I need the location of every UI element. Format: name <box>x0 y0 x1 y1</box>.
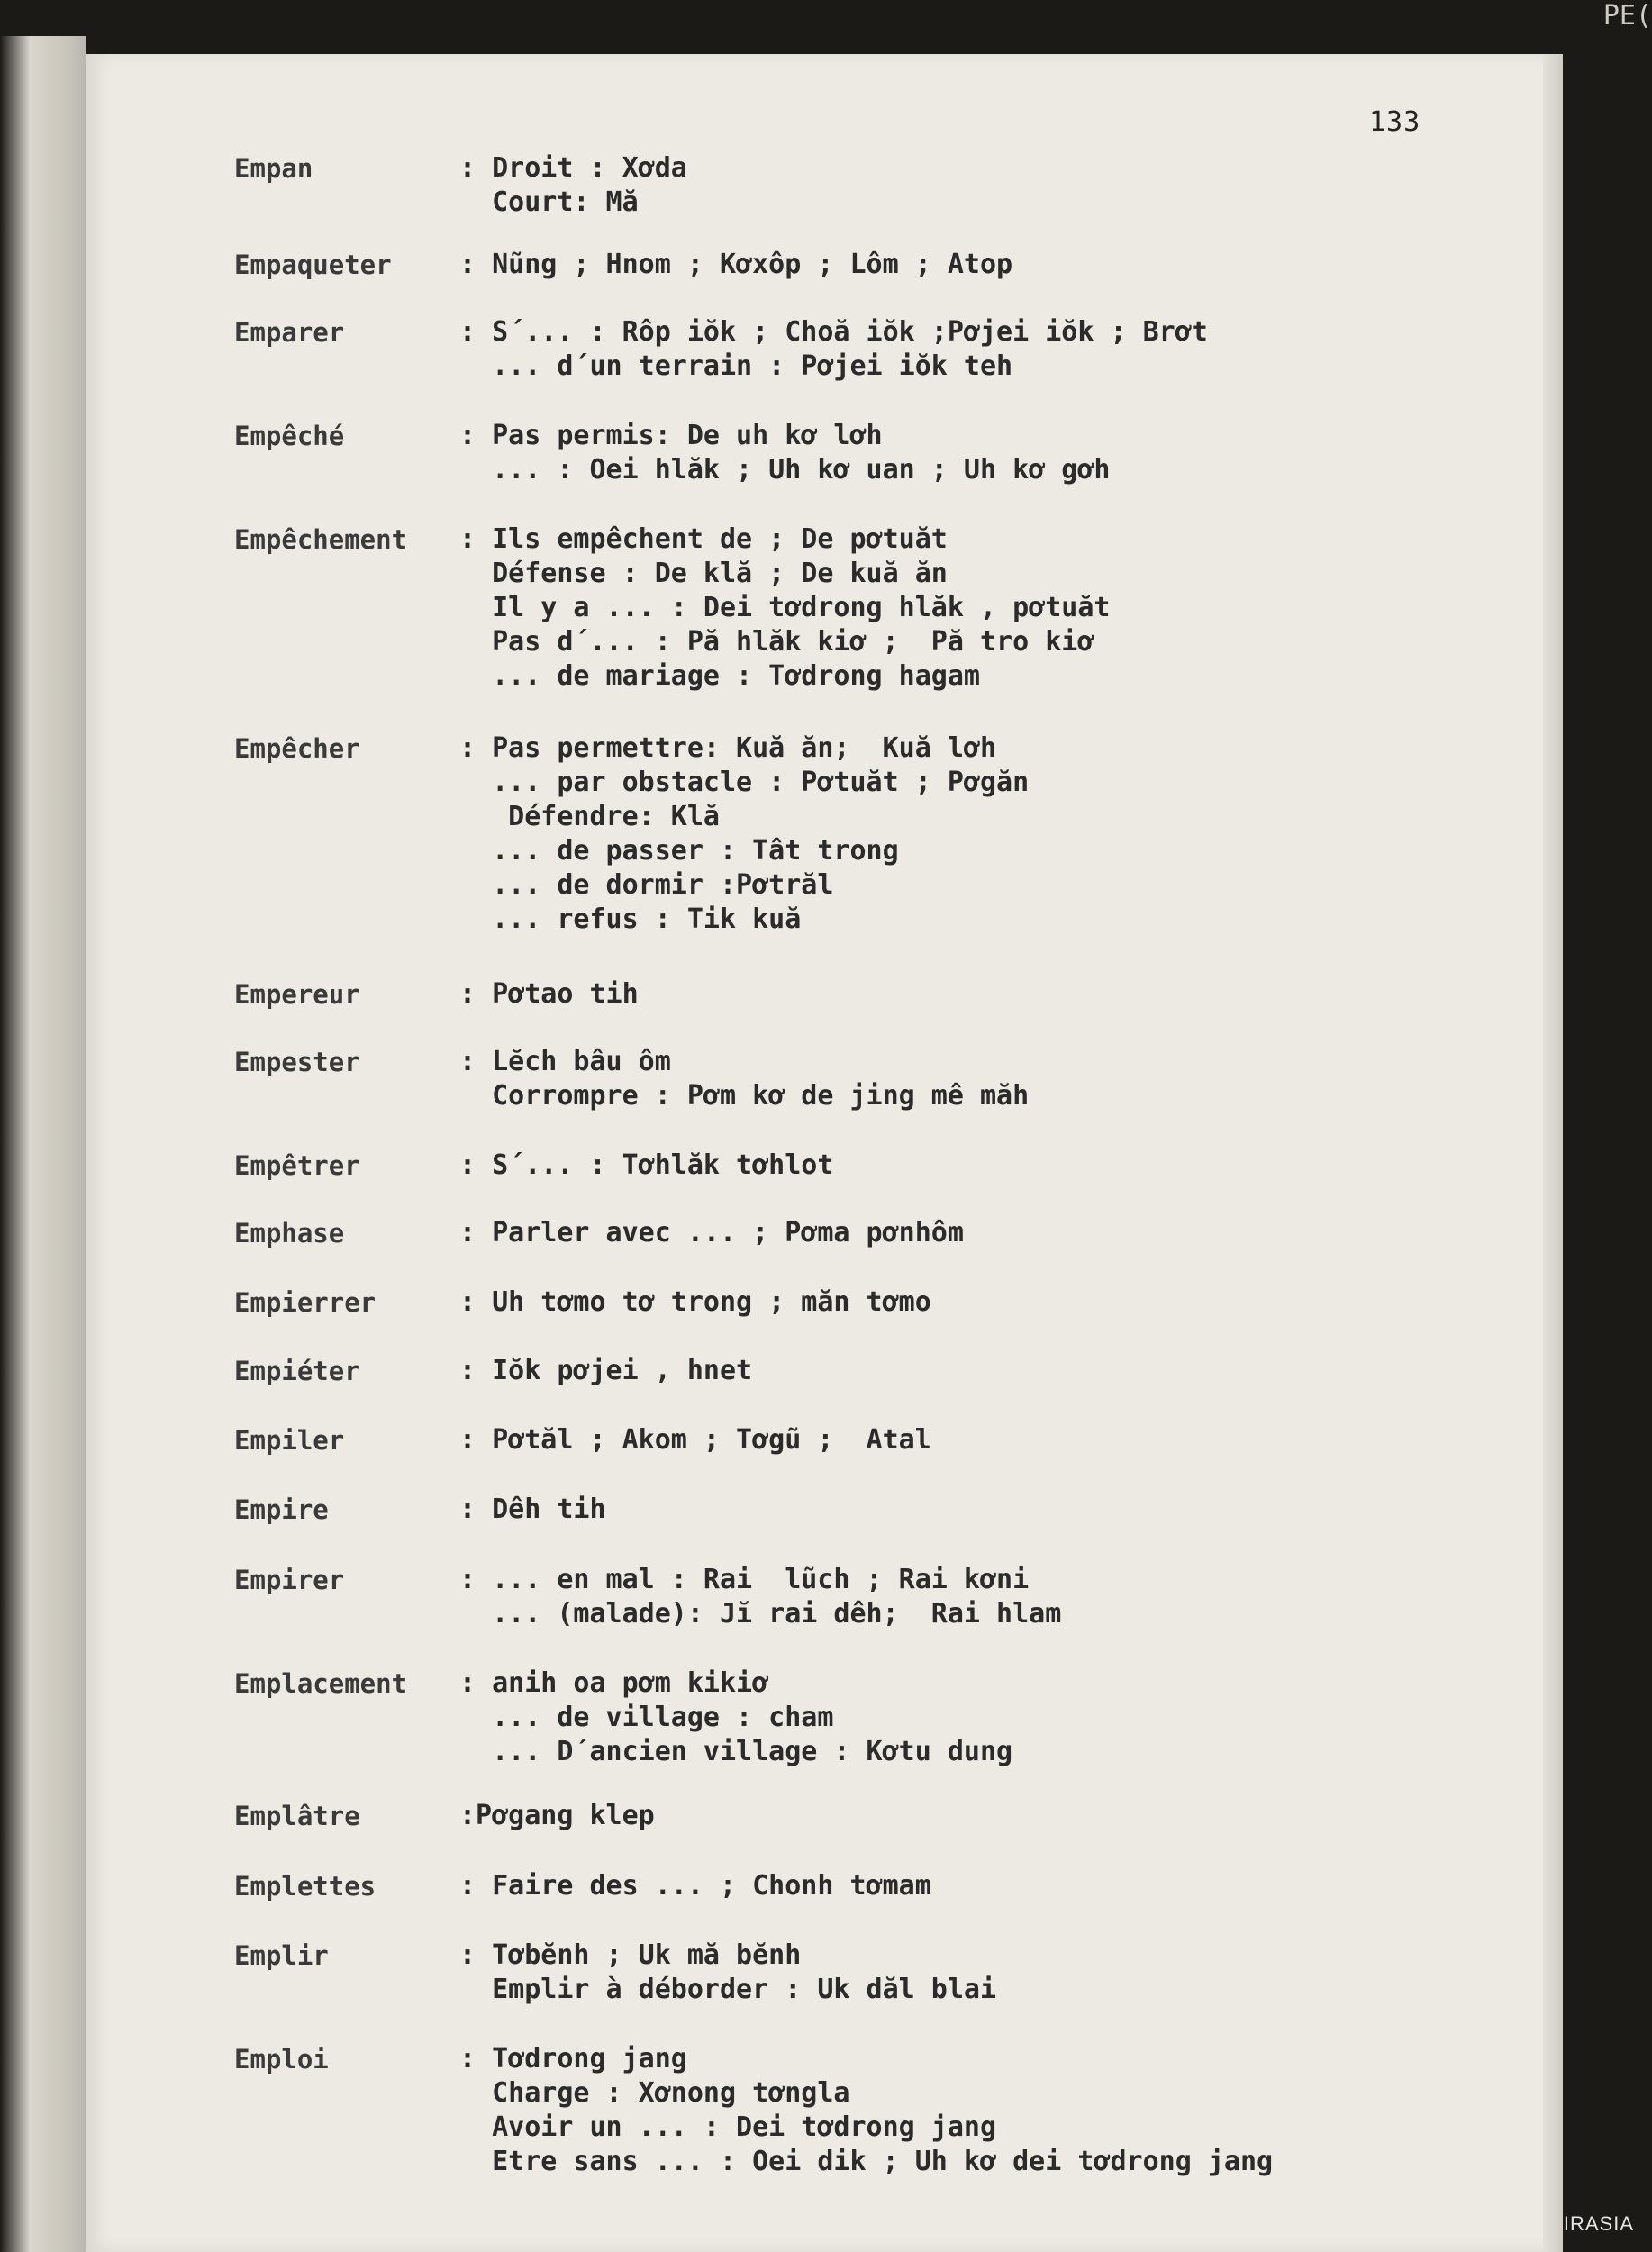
definition-line: Corrompre : Pơm kơ de jing mê măh <box>459 1080 1030 1112</box>
entry-definitions <box>459 1423 931 1457</box>
definition-line: : Pas permettre: Kuă ăn; Kuă lơh <box>459 732 997 764</box>
book-spine <box>0 36 86 2252</box>
definition-line: ... : Oei hlăk ; Uh kơ uan ; Uh kơ gơh <box>459 454 1111 486</box>
page-number: 133 <box>1369 106 1421 138</box>
entry-definitions <box>459 731 1029 937</box>
definition-line: : Pơtao tih <box>459 978 639 1010</box>
definition-line: ... de mariage : Tơdrong hagam <box>459 660 980 692</box>
entry-definitions <box>459 151 687 220</box>
definition-line: : Pas permis: De uh kơ lơh <box>459 420 883 451</box>
entry-headword: Empirer <box>234 1565 345 1595</box>
entry-definitions <box>459 1869 931 1903</box>
entry-headword: Emplacement <box>234 1668 408 1699</box>
entry-headword: Emplâtre <box>234 1801 360 1831</box>
entry-definitions <box>459 1939 996 2007</box>
definition-line: Emplir à déborder : Uk dăl blai <box>459 1974 997 2005</box>
entry-headword: Emphase <box>234 1218 345 1249</box>
entry-headword: Empierrer <box>234 1287 377 1318</box>
entry-definitions <box>459 1149 833 1183</box>
definition-line: ... de passer : Tât trong <box>459 835 899 867</box>
definition-line: : Faire des ... ; Chonh tơmam <box>459 1870 931 1902</box>
dictionary-entry <box>234 419 1111 486</box>
corner-fragment: PE( <box>1602 0 1652 32</box>
dictionary-entry <box>234 2042 1274 2177</box>
watermark-text: IRASIA <box>1563 2212 1634 2235</box>
entry-definitions <box>459 1799 655 1833</box>
definition-line: : Pơtăl ; Akom ; Tơgũ ; Atal <box>459 1424 931 1456</box>
entry-headword: Emparer <box>234 317 345 348</box>
entry-headword: Empiler <box>234 1425 345 1456</box>
entry-definitions <box>459 1216 964 1250</box>
entry-headword: Emploi <box>234 2044 329 2075</box>
entry-headword: Emplettes <box>234 1871 377 1902</box>
entry-headword: Empereur <box>234 979 360 1010</box>
definition-line: : anih oa pơm kikiơ <box>459 1667 769 1699</box>
entry-headword: Empêché <box>234 421 345 451</box>
definition-line: :Pơgang klep <box>459 1800 655 1831</box>
entry-definitions <box>459 1285 931 1320</box>
definition-line: ... D´ancien village : Kơtu dung <box>459 1736 1013 1767</box>
definition-line: ... refus : Tik kuă <box>459 904 802 935</box>
entry-definitions <box>459 1666 1012 1769</box>
entry-headword: Empêtrer <box>234 1150 360 1181</box>
entry-definitions <box>459 419 1110 487</box>
definition-line: ... (malade): Jĭ rai dêh; Rai hlam <box>459 1598 1062 1630</box>
definition-line: : Nũng ; Hnom ; Kơxôp ; Lôm ; Atop <box>459 249 1013 280</box>
definition-line: : Iŏk pơjei , hnet <box>459 1355 753 1386</box>
definition-line: : Dêh tih <box>459 1494 606 1525</box>
definition-line: Court: Mă <box>459 186 639 218</box>
dictionary-entry <box>234 977 639 1012</box>
definition-line: Pas d´... : Pă hlăk kiơ ; Pă tro kiơ <box>459 626 1094 658</box>
dictionary-entry <box>234 1799 655 1834</box>
definition-line: : Parler avec ... ; Pơma pơnhôm <box>459 1217 964 1249</box>
definition-line: Avoir un ... : Dei tơdrong jang <box>459 2111 997 2143</box>
entry-definitions <box>459 248 1012 282</box>
entry-headword: Empaqueter <box>234 250 392 280</box>
definition-line: Défense : De klă ; De kuă ăn <box>459 558 948 589</box>
definition-line: : Uh tơmo tơ trong ; măn tơmo <box>459 1286 931 1318</box>
entry-headword: Empester <box>234 1047 360 1077</box>
dictionary-entry <box>234 522 1111 692</box>
definition-line: ... de village : cham <box>459 1702 834 1733</box>
dictionary-entry <box>234 1216 964 1251</box>
definition-line: : Ils empêchent de ; De pơtuăt <box>459 523 948 555</box>
entry-definitions <box>459 1045 1029 1113</box>
dictionary-entry <box>234 151 687 218</box>
definition-line: Défendre: Klă <box>459 801 720 832</box>
definition-line: Charge : Xơnong tơngla <box>459 2077 850 2109</box>
dictionary-entry <box>234 315 1208 382</box>
dictionary-entry <box>234 1666 1013 1767</box>
definition-line: ... de dormir :Pơtrăl <box>459 869 834 901</box>
definition-line: Etre sans ... : Oei dik ; Uh kơ dei tơdrong jang <box>459 2146 1274 2177</box>
dictionary-entry <box>234 1149 834 1184</box>
entry-headword: Empire <box>234 1494 329 1525</box>
entry-definitions <box>459 1493 606 1527</box>
dictionary-entry <box>234 731 1030 935</box>
definition-line: : ... en mal : Rai lũch ; Rai kơni <box>459 1564 1030 1595</box>
dictionary-entry <box>234 1423 931 1458</box>
dictionary-entry <box>234 1045 1030 1112</box>
definition-line: Il y a ... : Dei tơdrong hlăk , pơtuăt <box>459 592 1111 623</box>
definition-line: ... d´un terrain : Pơjei iŏk teh <box>459 350 1013 382</box>
dictionary-entry <box>234 1939 997 2005</box>
definition-line: : Droit : Xơda <box>459 152 687 184</box>
dictionary-entry <box>234 1563 1062 1630</box>
page-edge <box>1543 54 1563 2252</box>
dictionary-entry <box>234 1493 606 1528</box>
entry-definitions <box>459 1563 1061 1631</box>
entry-headword: Empêcher <box>234 733 360 764</box>
entry-definitions <box>459 2042 1273 2179</box>
dictionary-entry <box>234 248 1013 283</box>
entry-headword: Empan <box>234 153 313 184</box>
definition-line: : S´... : Rôp iŏk ; Choă iŏk ;Pơjei iŏk ; Brơt <box>459 316 1208 348</box>
definition-line: : Tơbĕnh ; Uk mă bĕnh <box>459 1939 802 1971</box>
definition-line: : S´... : Tơhlăk tơhlot <box>459 1149 834 1181</box>
entry-definitions <box>459 315 1208 384</box>
entry-headword: Emplir <box>234 1940 329 1971</box>
definition-line: : Tơdrong jang <box>459 2043 687 2075</box>
entry-definitions <box>459 1354 752 1388</box>
entry-headword: Empêchement <box>234 524 408 555</box>
dictionary-entry <box>234 1285 931 1321</box>
entry-headword: Empiéter <box>234 1356 360 1386</box>
entry-definitions <box>459 977 639 1012</box>
dictionary-entry <box>234 1354 753 1389</box>
dictionary-entry <box>234 1869 931 1904</box>
entry-definitions <box>459 522 1110 694</box>
definition-line: ... par obstacle : Pơtuăt ; Pơgăn <box>459 767 1030 798</box>
definition-line: : Lĕch bâu ôm <box>459 1046 671 1077</box>
